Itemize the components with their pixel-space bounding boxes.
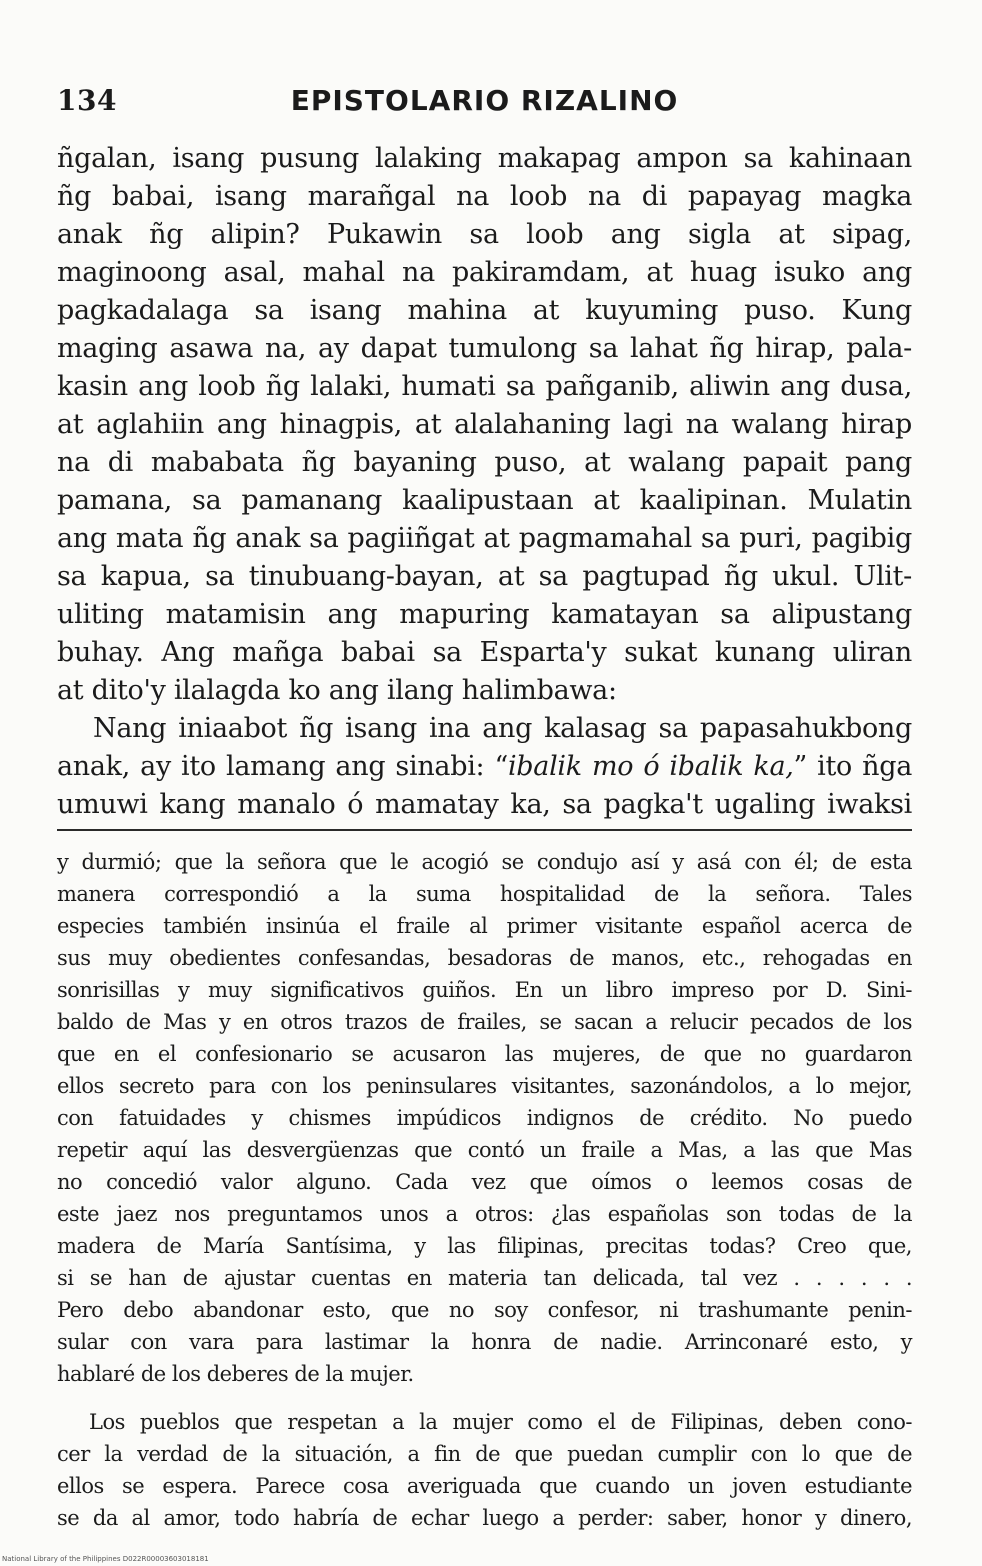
footnote-line: no concedió valor alguno. Cada vez que oímos o leemos cosas de [57, 1170, 912, 1194]
footnote-line: y durmió; que la señora que le acogió se condujo así y asá con él; de esta [57, 850, 912, 874]
text-line: at aglahiin ang hinagpis, at alalahaning lagi na walang hirap [57, 409, 912, 440]
footnote-line: ellos se espera. Parece cosa averiguada que cuando un joven estudiante [57, 1474, 912, 1498]
footnote-line: ellos secreto para con los peninsulares visitantes, sazonándolos, a lo mejor, [57, 1074, 912, 1098]
footnote-line: repetir aquí las desvergüenzas que contó un fraile a Mas, a las que Mas [57, 1138, 912, 1162]
footnote-line: hablaré de los deberes de la mujer. [57, 1362, 414, 1386]
footnote-line: baldo de Mas y en otros trazos de frailes, se sacan a relucir pecados de los [57, 1010, 912, 1034]
text-line: maging asawa na, ay dapat tumulong sa lahat ñg hirap, pala- [57, 333, 912, 364]
footnote-divider [57, 829, 912, 831]
tagalog-body-text [57, 140, 912, 824]
footnote-line: si se han de ajustar cuentas en materia tan delicada, tal vez . . . . . . [57, 1266, 912, 1290]
footnote-line: con fatuidades y chismes impúdicos indignos de crédito. No puedo [57, 1106, 912, 1130]
text-line: sa kapua, sa tinubuang-bayan, at sa pagtupad ñg ukul. Ulit- [57, 561, 912, 592]
text-line: pamana, sa pamanang kaalipustaan at kaalipinan. Mulatin [57, 485, 912, 516]
footnote-line: manera correspondió a la suma hospitalidad de la señora. Tales [57, 882, 912, 906]
quote-before: anak, ay ito lamang ang sinabi: “ [57, 751, 508, 782]
footnote-line: que en el confesionario se acusaron las mujeres, de que no guardaron [57, 1042, 912, 1066]
quote-after: ” ito ñga [793, 751, 913, 782]
footnote-line: este jaez nos preguntamos unos a otros: ¿las españolas son todas de la [57, 1202, 912, 1226]
text-line: pagkadalaga sa isang mahina at kuyuming puso. Kung [57, 295, 912, 326]
footnote-line: Pero debo abandonar esto, que no soy confesor, ni trashumante penin- [57, 1298, 912, 1322]
text-line: ñgalan, isang pusung lalaking makapag ampon sa kahinaan [57, 143, 912, 174]
footnote-line: Los pueblos que respetan a la mujer como el de Filipinas, deben cono- [89, 1410, 912, 1434]
text-line: umuwi kang manalo ó mamatay ka, sa pagka't ugaling iwaksi [57, 789, 912, 820]
quote-line [57, 748, 912, 786]
running-title: EPISTOLARIO RIZALINO [290, 84, 679, 117]
text-line: Nang iniaabot ñg isang ina ang kalasag sa papasahukbong [93, 713, 912, 744]
text-line: at dito'y ilalagda ko ang ilang halimbawa: [57, 675, 617, 706]
spanish-footnote-text [57, 846, 912, 1534]
quote-italic: ibalik mo ó ibalik ka, [507, 751, 794, 782]
footnote-line: sular con vara para lastimar la honra de nadie. Arrinconaré esto, y [57, 1330, 912, 1354]
library-stamp: National Library of the Philippines D022R00003603018181 [2, 1555, 209, 1563]
footnote-line: sonrisillas y muy significativos guiños. En un libro impreso por D. Sini- [57, 978, 912, 1002]
footnote-line: cer la verdad de la situación, a fin de que puedan cumplir con lo que de [57, 1442, 912, 1466]
page-number: 134 [57, 84, 117, 117]
text-line: maginoong asal, mahal na pakiramdam, at huag isuko ang [57, 257, 912, 288]
text-line: ang mata ñg anak sa pagiiñgat at pagmamahal sa puri, pagibig [57, 523, 912, 554]
footnote-line: se da al amor, todo habría de echar luego a perder: saber, honor y dinero, [57, 1506, 912, 1530]
text-line: na di mababata ñg bayaning puso, at walang papait pang [57, 447, 912, 478]
paragraph-gap [57, 1390, 912, 1406]
text-line: ñg babai, isang marañgal na loob na di papayag magka [57, 181, 912, 212]
text-line: anak ñg alipin? Pukawin sa loob ang sigla at sipag, [57, 219, 912, 250]
text-line: buhay. Ang mañga babai sa Esparta'y sukat kunang uliran [57, 637, 912, 668]
text-line: uliting matamisin ang mapuring kamatayan sa alipustang [57, 599, 912, 630]
text-line: kasin ang loob ñg lalaki, humati sa pañganib, aliwin ang dusa, [57, 371, 912, 402]
footnote-line: madera de María Santísima, y las filipinas, precitas todas? Creo que, [57, 1234, 912, 1258]
page-header [57, 84, 912, 124]
footnote-line: especies también insinúa el fraile al primer visitante español acerca de [57, 914, 912, 938]
footnote-line: sus muy obedientes confesandas, besadoras de manos, etc., rehogadas en [57, 946, 912, 970]
